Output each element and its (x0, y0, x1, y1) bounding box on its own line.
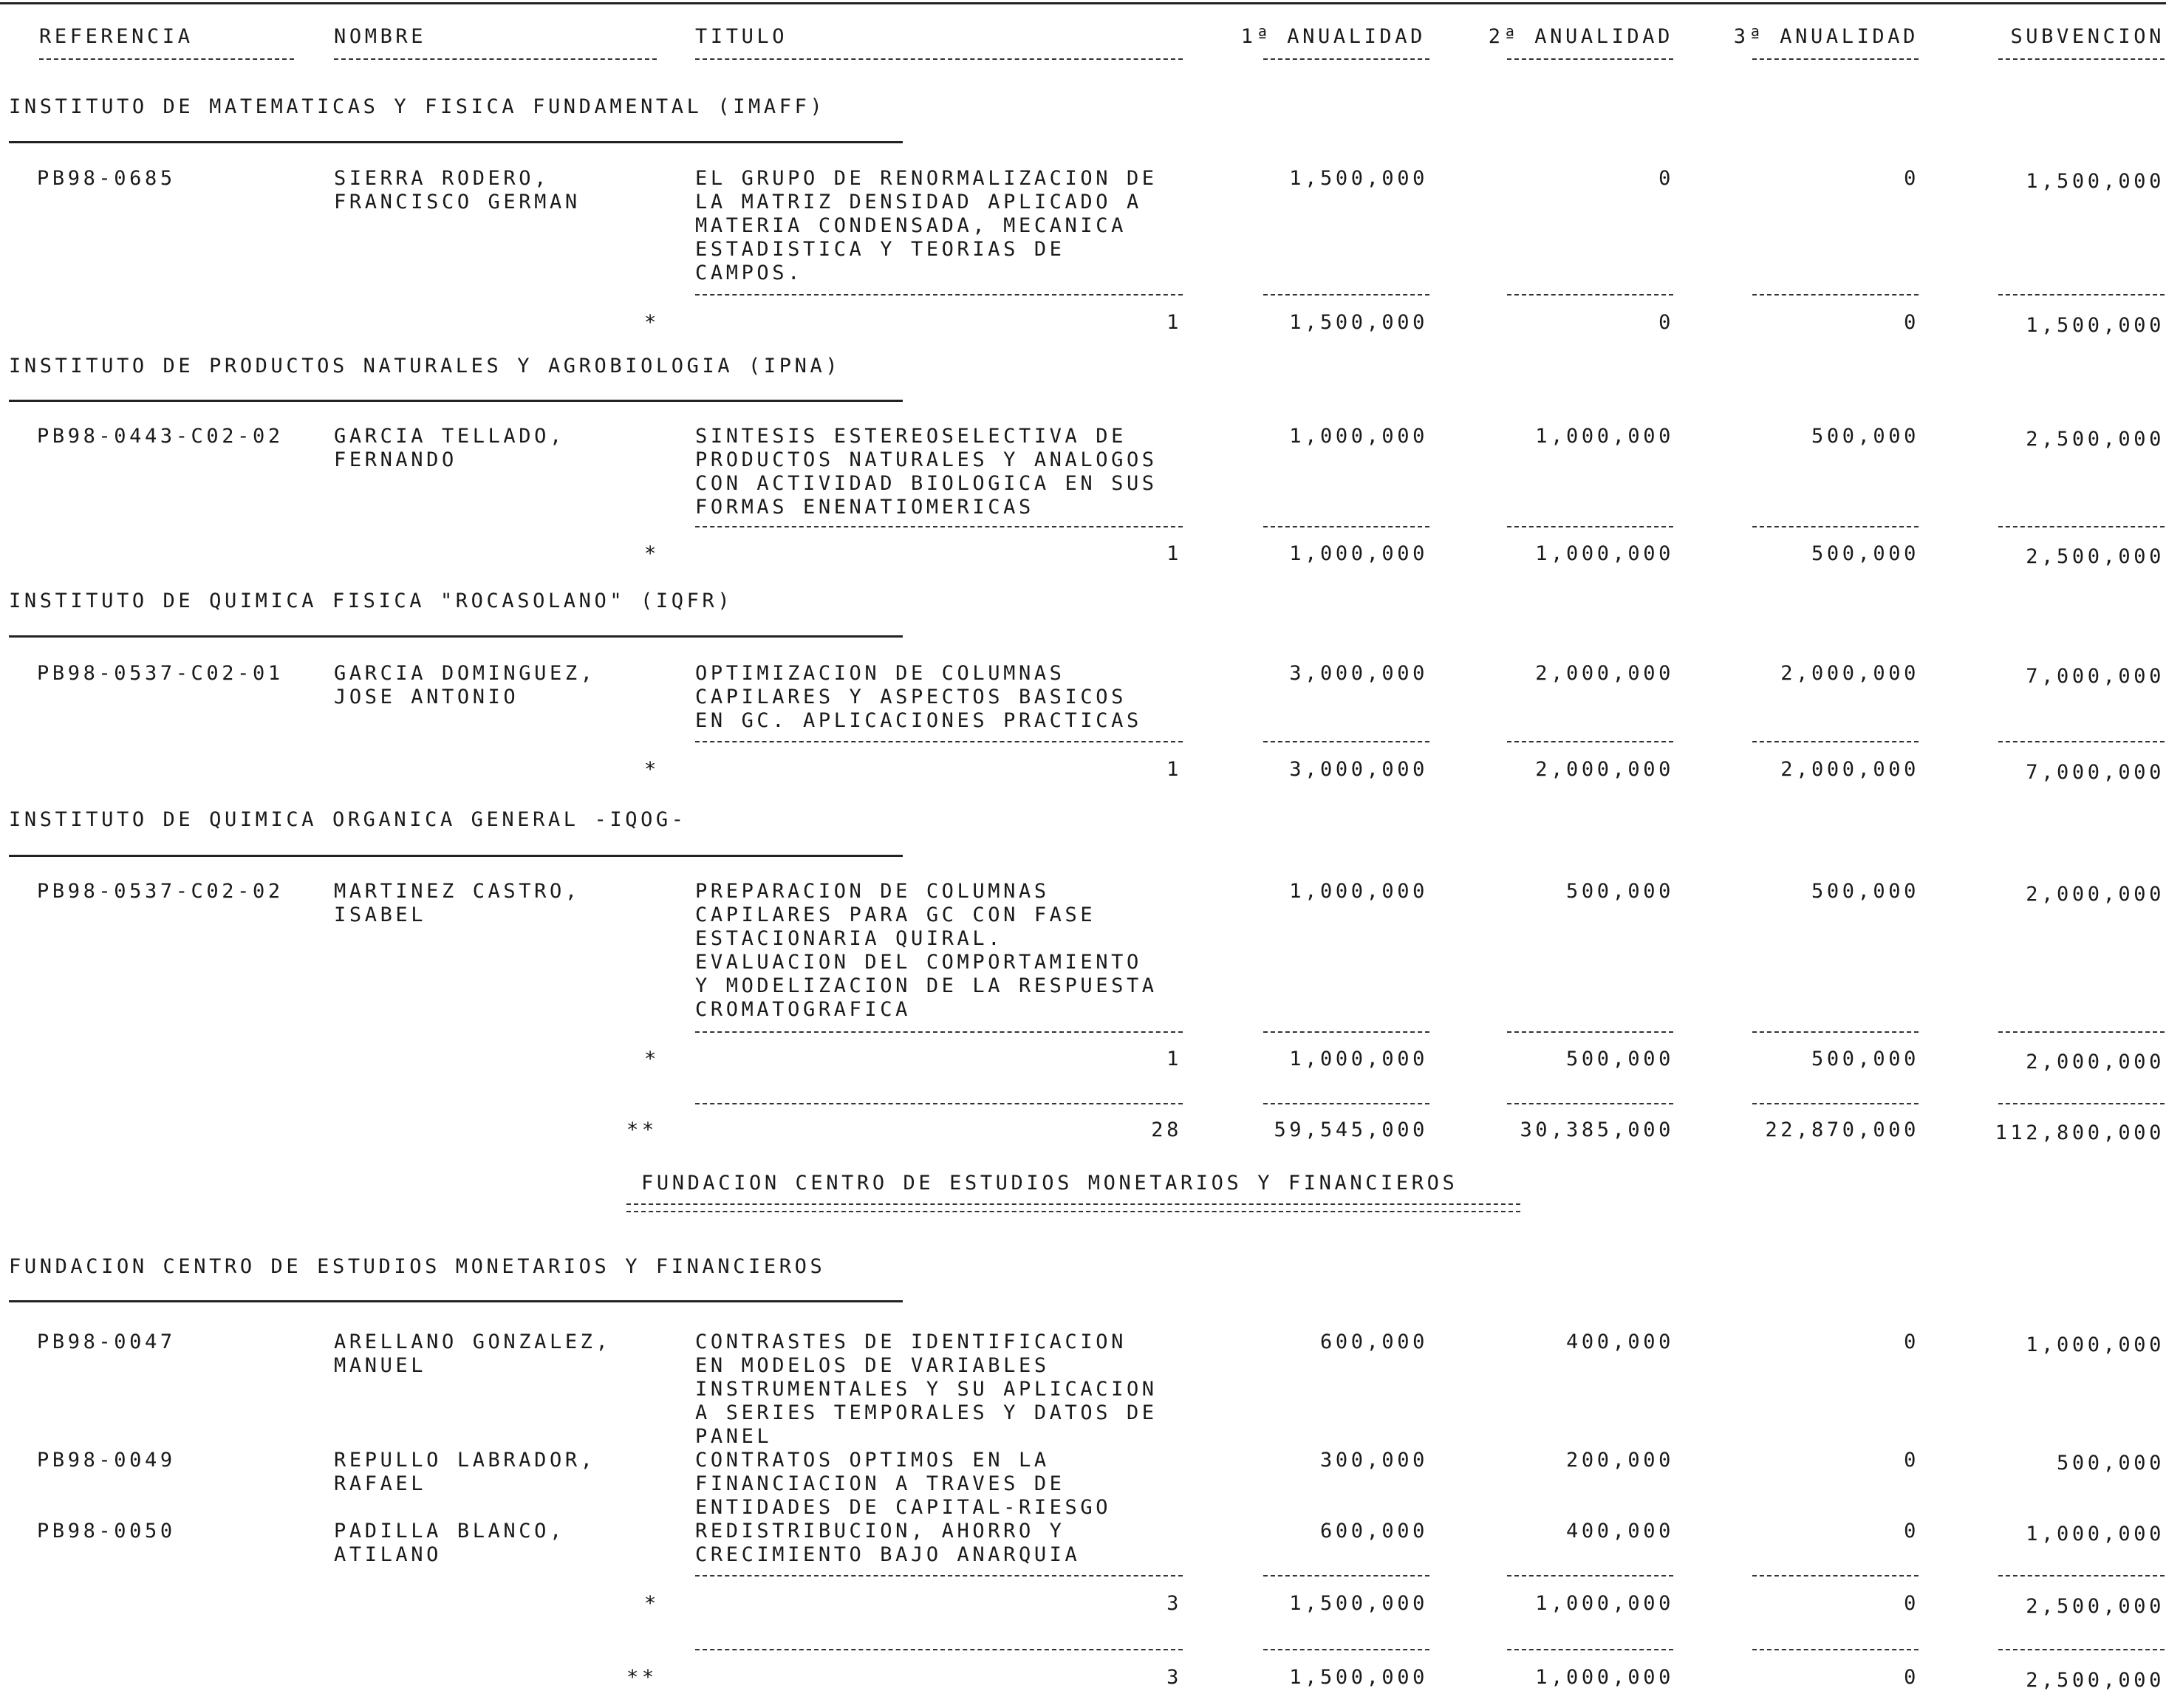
group-title-rule (9, 855, 903, 857)
subtotal-dash-rule (1752, 741, 1919, 742)
subtotal-dash-rule (1263, 1575, 1429, 1577)
subtotal-dash-rule (695, 1031, 1183, 1033)
subtotal-dash-rule (1507, 526, 1673, 527)
row-nombre: ATILANO (334, 1543, 442, 1566)
group-title: INSTITUTO DE QUIMICA ORGANICA GENERAL -IQOG- (9, 808, 687, 831)
grand-total-anualidad-2: 1,000,000 (1535, 1666, 1674, 1689)
subtotal-dash-rule (1752, 526, 1919, 527)
subtotal-marker: * (644, 758, 660, 781)
row-nombre: SIERRA RODERO, (334, 167, 550, 190)
subtotal-dash-rule (1507, 1575, 1673, 1577)
group-title-rule (9, 635, 903, 638)
row-anualidad-3: 0 (1904, 1449, 1919, 1472)
row-referencia: PB98-0443-C02-02 (37, 425, 284, 448)
row-referencia: PB98-0050 (37, 1520, 176, 1543)
subtotal-anualidad-2: 2,000,000 (1535, 758, 1674, 781)
subtotal-marker: * (644, 542, 660, 565)
grand-total-dash-rule (1263, 1649, 1429, 1650)
subtotal-dash-rule (1752, 1575, 1919, 1577)
row-anualidad-3: 2,000,000 (1780, 662, 1919, 685)
row-titulo: LA MATRIZ DENSIDAD APLICADO A (695, 191, 1142, 214)
grand-total-dash-rule (1752, 1649, 1919, 1650)
row-titulo: A SERIES TEMPORALES Y DATOS DE (695, 1401, 1158, 1424)
row-referencia: PB98-0047 (37, 1330, 176, 1353)
row-titulo: CONTRATOS OPTIMOS EN LA (695, 1449, 1050, 1472)
header-anualidad-3: 3ª ANUALIDAD (1733, 25, 1919, 48)
subtotal-dash-rule (1998, 526, 2165, 527)
grand-total-anualidad-3: 0 (1904, 1666, 1919, 1689)
subtotal-count: 1 (1166, 758, 1182, 781)
subtotal-anualidad-3: 0 (1904, 311, 1919, 334)
row-anualidad-3: 500,000 (1811, 880, 1919, 903)
header-anualidad-2: 2ª ANUALIDAD (1488, 25, 1673, 48)
subtotal-marker: * (644, 311, 660, 334)
subtotal-anualidad-2: 0 (1658, 311, 1674, 334)
row-referencia: PB98-0049 (37, 1449, 176, 1472)
row-nombre: FERNANDO (334, 448, 457, 471)
row-titulo: CON ACTIVIDAD BIOLOGICA EN SUS (695, 472, 1158, 495)
row-anualidad-1: 600,000 (1320, 1520, 1428, 1543)
subtotal-dash-rule (1752, 294, 1919, 296)
row-nombre: MANUEL (334, 1354, 427, 1377)
subtotal-anualidad-3: 500,000 (1811, 1048, 1919, 1070)
row-subvencion: 2,500,000 (2026, 428, 2165, 451)
row-titulo: ESTADISTICA Y TEORIAS DE (695, 238, 1065, 261)
row-subvencion: 1,500,000 (2026, 170, 2165, 193)
row-nombre: ARELLANO GONZALEZ, (334, 1330, 612, 1353)
row-nombre: FRANCISCO GERMAN (334, 191, 581, 214)
subtotal-count: 1 (1166, 1048, 1182, 1070)
subtotal-dash-rule (1263, 526, 1429, 527)
row-anualidad-2: 0 (1658, 167, 1674, 190)
subtotal-count: 1 (1166, 542, 1182, 565)
subtotal-dash-rule (1752, 1031, 1919, 1033)
row-titulo: REDISTRIBUCION, AHORRO Y (695, 1520, 1065, 1543)
subtotal-subvencion: 2,500,000 (2026, 545, 2165, 568)
row-anualidad-1: 1,000,000 (1289, 425, 1428, 448)
row-anualidad-3: 0 (1904, 1330, 1919, 1353)
subtotal-dash-rule (1507, 1031, 1673, 1033)
subtotal-anualidad-1: 1,000,000 (1289, 1048, 1428, 1070)
row-titulo: CROMATOGRAFICA (695, 998, 911, 1021)
subtotal-anualidad-1: 1,000,000 (1289, 542, 1428, 565)
subtotal-marker: * (644, 1592, 660, 1615)
row-titulo: EN MODELOS DE VARIABLES (695, 1354, 1050, 1377)
grand-total-anualidad-3: 22,870,000 (1765, 1118, 1919, 1141)
row-anualidad-1: 600,000 (1320, 1330, 1428, 1353)
row-titulo: FORMAS ENENATIOMERICAS (695, 496, 1034, 519)
header-nombre: NOMBRE (334, 25, 427, 48)
row-subvencion: 500,000 (2057, 1452, 2165, 1475)
grand-total-subvencion: 112,800,000 (1995, 1121, 2165, 1144)
row-anualidad-1: 1,000,000 (1289, 880, 1428, 903)
row-nombre: JOSE ANTONIO (334, 686, 519, 708)
row-anualidad-3: 0 (1904, 1520, 1919, 1543)
row-titulo: CONTRASTES DE IDENTIFICACION (695, 1330, 1127, 1353)
subtotal-anualidad-3: 2,000,000 (1780, 758, 1919, 781)
row-titulo: Y MODELIZACION DE LA RESPUESTA (695, 974, 1158, 997)
row-titulo: ENTIDADES DE CAPITAL-RIESGO (695, 1496, 1112, 1519)
grand-total-count: 3 (1166, 1666, 1182, 1689)
subtotal-dash-rule (1998, 1031, 2165, 1033)
top-rule (0, 2, 2166, 4)
subtotal-subvencion: 2,500,000 (2026, 1595, 2165, 1618)
row-anualidad-2: 500,000 (1566, 880, 1674, 903)
section-title-underline (626, 1203, 1520, 1212)
row-anualidad-1: 1,500,000 (1289, 167, 1428, 190)
grand-total-subvencion: 2,500,000 (2026, 1669, 2165, 1692)
header-underline (39, 58, 294, 60)
subtotal-dash-rule (695, 741, 1183, 742)
row-referencia: PB98-0685 (37, 167, 176, 190)
subtotal-subvencion: 2,000,000 (2026, 1051, 2165, 1073)
header-titulo: TITULO (695, 25, 788, 48)
row-titulo: CAPILARES PARA GC CON FASE (695, 903, 1096, 926)
row-titulo: PRODUCTOS NATURALES Y ANALOGOS (695, 448, 1158, 471)
subtotal-marker: * (644, 1048, 660, 1070)
row-anualidad-2: 400,000 (1566, 1330, 1674, 1353)
grand-total-anualidad-2: 30,385,000 (1520, 1118, 1674, 1141)
subtotal-dash-rule (1263, 741, 1429, 742)
row-anualidad-2: 2,000,000 (1535, 662, 1674, 685)
row-titulo: OPTIMIZACION DE COLUMNAS (695, 662, 1065, 685)
row-titulo: EVALUACION DEL COMPORTAMIENTO (695, 951, 1142, 974)
subtotal-anualidad-1: 1,500,000 (1289, 311, 1428, 334)
grand-total-anualidad-1: 59,545,000 (1274, 1118, 1428, 1141)
grand-total-dash-rule (1998, 1103, 2165, 1104)
header-underline (695, 58, 1183, 60)
row-titulo: CRECIMIENTO BAJO ANARQUIA (695, 1543, 1081, 1566)
grand-total-dash-rule (1263, 1103, 1429, 1104)
subtotal-dash-rule (1263, 294, 1429, 296)
header-anualidad-1: 1ª ANUALIDAD (1240, 25, 1426, 48)
row-nombre: REPULLO LABRADOR, (334, 1449, 596, 1472)
subtotal-dash-rule (1998, 1575, 2165, 1577)
grand-total-count: 28 (1151, 1118, 1182, 1141)
row-titulo: INSTRUMENTALES Y SU APLICACION (695, 1378, 1158, 1401)
row-anualidad-2: 1,000,000 (1535, 425, 1674, 448)
group-title-rule (9, 1300, 903, 1302)
subtotal-anualidad-3: 0 (1904, 1592, 1919, 1615)
group-title: FUNDACION CENTRO DE ESTUDIOS MONETARIOS Y FINANCIEROS (9, 1255, 826, 1278)
subtotal-dash-rule (1507, 294, 1673, 296)
row-anualidad-3: 500,000 (1811, 425, 1919, 448)
group-title: INSTITUTO DE MATEMATICAS Y FISICA FUNDAMENTAL (IMAFF) (9, 95, 826, 118)
subtotal-anualidad-1: 3,000,000 (1289, 758, 1428, 781)
row-anualidad-1: 3,000,000 (1289, 662, 1428, 685)
section-title: FUNDACION CENTRO DE ESTUDIOS MONETARIOS Y FINANCIEROS (641, 1172, 1458, 1195)
subtotal-anualidad-1: 1,500,000 (1289, 1592, 1428, 1615)
row-titulo: EL GRUPO DE RENORMALIZACION DE (695, 167, 1158, 190)
group-title: INSTITUTO DE PRODUCTOS NATURALES Y AGROBIOLOGIA (IPNA) (9, 355, 841, 378)
subtotal-dash-rule (1998, 294, 2165, 296)
subtotal-dash-rule (695, 526, 1183, 527)
grand-total-dash-rule (695, 1649, 1183, 1650)
subtotal-dash-rule (1263, 1031, 1429, 1033)
subtotal-count: 3 (1166, 1592, 1182, 1615)
row-anualidad-2: 400,000 (1566, 1520, 1674, 1543)
grand-total-dash-rule (1507, 1649, 1673, 1650)
row-titulo: EN GC. APLICACIONES PRACTICAS (695, 709, 1142, 732)
header-underline (334, 58, 657, 60)
subtotal-subvencion: 7,000,000 (2026, 761, 2165, 784)
subtotal-anualidad-2: 500,000 (1566, 1048, 1674, 1070)
row-nombre: MARTINEZ CASTRO, (334, 880, 581, 903)
header-subvencion: SUBVENCION (2010, 25, 2165, 48)
row-titulo: MATERIA CONDENSADA, MECANICA (695, 214, 1127, 237)
row-anualidad-2: 200,000 (1566, 1449, 1674, 1472)
row-subvencion: 1,000,000 (2026, 1523, 2165, 1545)
grand-total-marker: ** (626, 1666, 657, 1689)
header-referencia: REFERENCIA (39, 25, 194, 48)
row-nombre: GARCIA TELLADO, (334, 425, 565, 448)
row-nombre: ISABEL (334, 903, 427, 926)
grand-total-dash-rule (1507, 1103, 1673, 1104)
row-titulo: CAMPOS. (695, 262, 803, 284)
grand-total-dash-rule (695, 1103, 1183, 1104)
row-subvencion: 2,000,000 (2026, 883, 2165, 906)
subtotal-dash-rule (695, 1575, 1183, 1577)
header-underline (1507, 58, 1673, 60)
header-underline (1998, 58, 2165, 60)
row-nombre: RAFAEL (334, 1472, 427, 1495)
grand-total-dash-rule (1998, 1649, 2165, 1650)
row-titulo: FINANCIACION A TRAVES DE (695, 1472, 1065, 1495)
subtotal-dash-rule (1507, 741, 1673, 742)
subtotal-anualidad-2: 1,000,000 (1535, 542, 1674, 565)
subtotal-dash-rule (1998, 741, 2165, 742)
group-title-rule (9, 400, 903, 402)
group-title-rule (9, 141, 903, 143)
row-subvencion: 1,000,000 (2026, 1333, 2165, 1356)
subtotal-subvencion: 1,500,000 (2026, 314, 2165, 337)
row-referencia: PB98-0537-C02-02 (37, 880, 284, 903)
subtotal-anualidad-2: 1,000,000 (1535, 1592, 1674, 1615)
row-titulo: CAPILARES Y ASPECTOS BASICOS (695, 686, 1127, 708)
grand-total-marker: ** (626, 1118, 657, 1141)
row-titulo: PANEL (695, 1425, 773, 1448)
subtotal-anualidad-3: 500,000 (1811, 542, 1919, 565)
row-titulo: PREPARACION DE COLUMNAS (695, 880, 1050, 903)
subtotal-count: 1 (1166, 311, 1182, 334)
row-titulo: ESTACIONARIA QUIRAL. (695, 927, 1004, 950)
grand-total-dash-rule (1752, 1103, 1919, 1104)
row-titulo: SINTESIS ESTEREOSELECTIVA DE (695, 425, 1127, 448)
row-nombre: PADILLA BLANCO, (334, 1520, 565, 1543)
subtotal-dash-rule (695, 294, 1183, 296)
row-referencia: PB98-0537-C02-01 (37, 662, 284, 685)
header-underline (1263, 58, 1429, 60)
grand-total-anualidad-1: 1,500,000 (1289, 1666, 1428, 1689)
header-underline (1752, 58, 1919, 60)
row-nombre: GARCIA DOMINGUEZ, (334, 662, 596, 685)
row-anualidad-1: 300,000 (1320, 1449, 1428, 1472)
group-title: INSTITUTO DE QUIMICA FISICA "ROCASOLANO" (IQFR) (9, 590, 734, 612)
row-anualidad-3: 0 (1904, 167, 1919, 190)
row-subvencion: 7,000,000 (2026, 665, 2165, 688)
